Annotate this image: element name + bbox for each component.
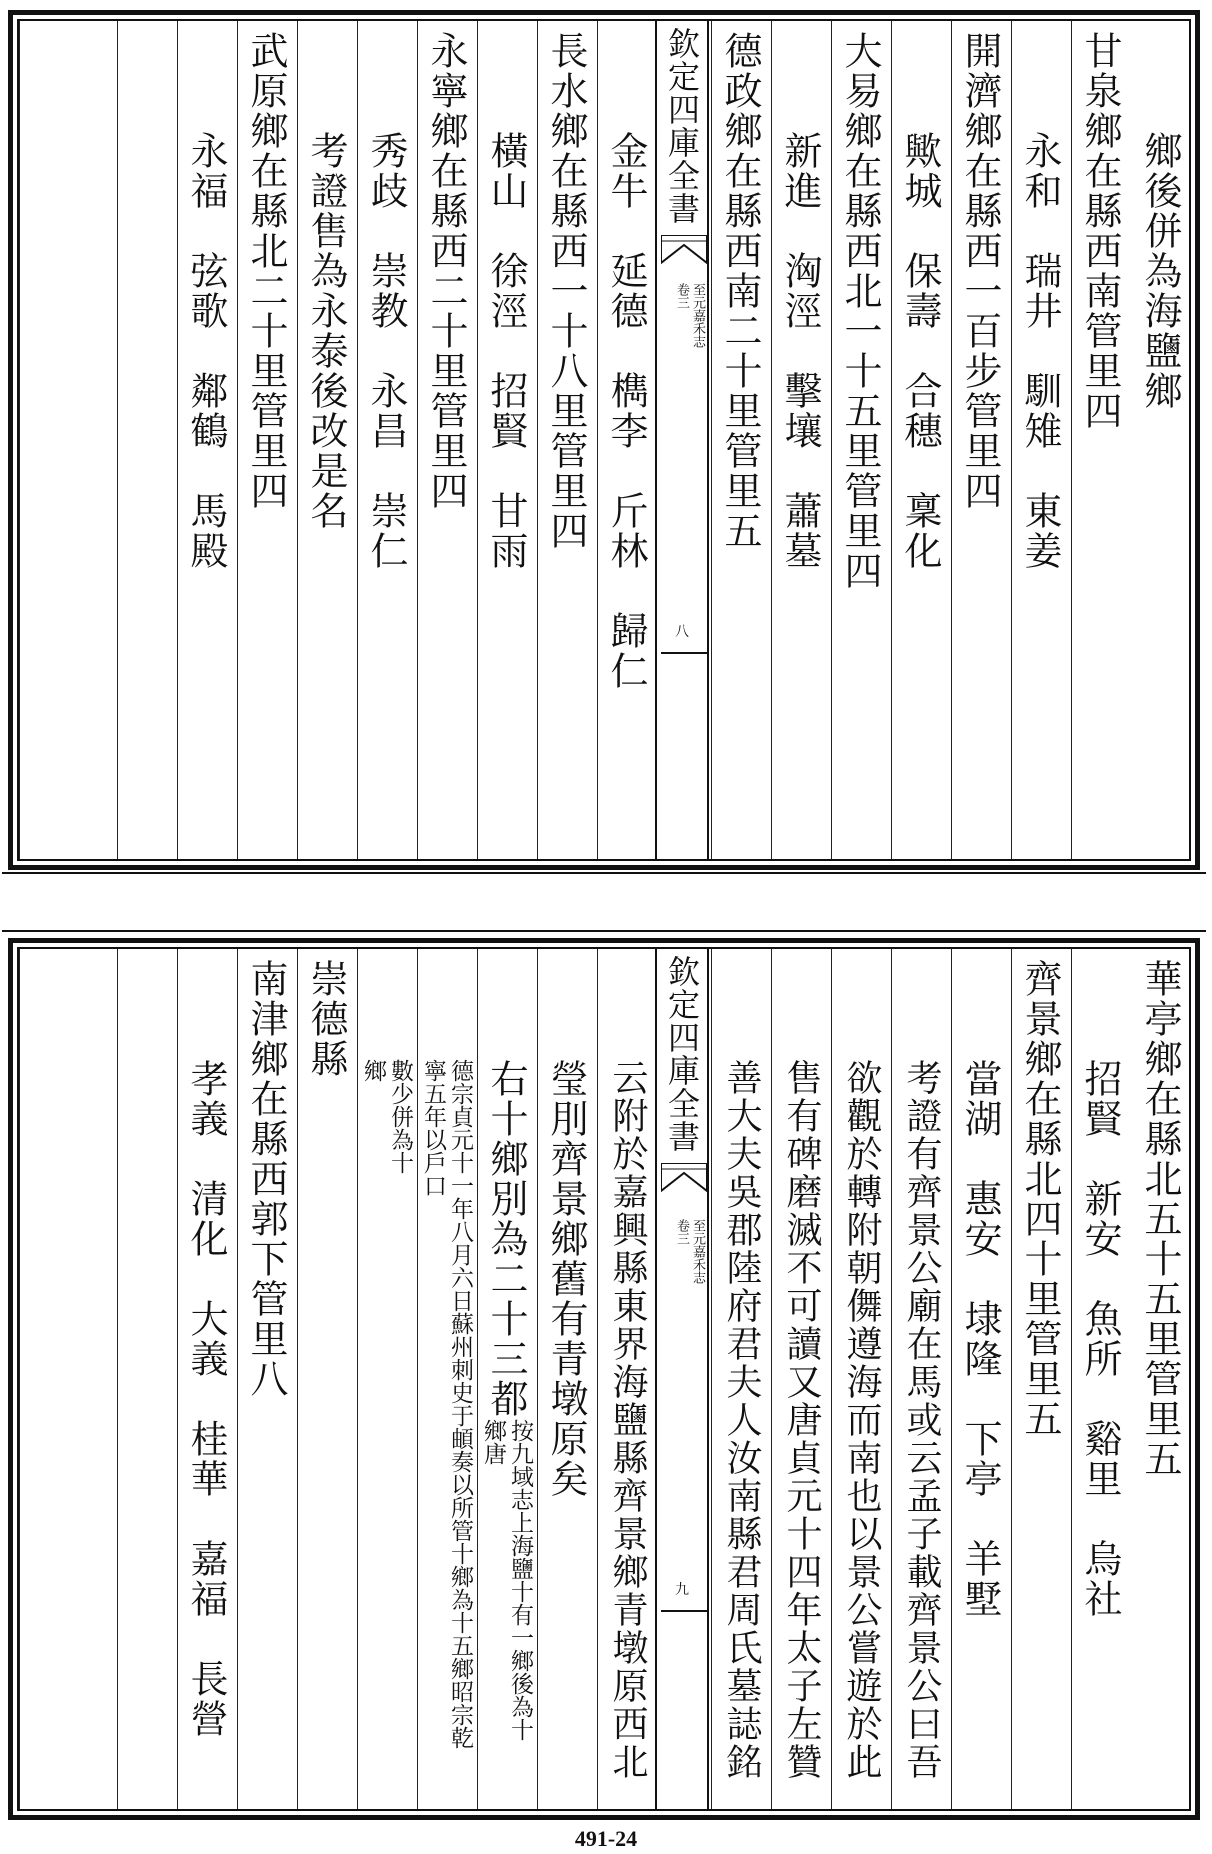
lower-fish-tail-mark [661, 651, 707, 665]
fish-tail-mark [661, 235, 707, 265]
text-column [1011, 21, 1069, 859]
annotation-note: 德宗貞元十一年八月六日蘇州刺史于頔奏以所管十鄉為十五鄉昭宗乾寧五年以戶口 [420, 1059, 473, 1749]
column-text: 考證售為永泰後改是名 [304, 131, 348, 531]
text-column [177, 949, 235, 1809]
text-column [1131, 949, 1189, 1809]
text-column [477, 949, 535, 1809]
column-text: 孝義 清化 大義 桂華 嘉福 長營 [184, 1059, 228, 1739]
text-column [1071, 21, 1129, 859]
column-text: 金牛 延德 檇李 斤林 歸仁 [604, 131, 648, 691]
text-column [1011, 949, 1069, 1809]
column-text: 云附於嘉興縣東界海鹽縣齊景鄉青墩原西北 [607, 1059, 648, 1781]
column-text: 招賢 新安 魚所 谿里 烏社 [1078, 1059, 1122, 1619]
column-text: 考證有齊景公廟在馬或云孟子載齊景公曰吾 [901, 1059, 942, 1781]
text-column [117, 949, 175, 1809]
text-column [1071, 949, 1129, 1809]
column-text: 右十鄉別為二十三都 [484, 1059, 528, 1419]
column-text: 永和 瑞井 馴雉 東姜 [1018, 131, 1062, 571]
text-column [771, 949, 829, 1809]
column-text: 新進 洶涇 擊壤 蕭墓 [778, 131, 822, 571]
text-column [177, 21, 235, 859]
center-fold-column [655, 949, 709, 1809]
text-column [357, 21, 415, 859]
column-text: 當湖 惠安 埭隆 下亭 羊墅 [958, 1059, 1002, 1619]
text-column [417, 21, 475, 859]
page-number: 491-24 [574, 1826, 638, 1851]
text-column [597, 21, 655, 859]
text-column [417, 949, 475, 1809]
column-text: 華亭鄉在縣北五十五里管里五 [1138, 959, 1182, 1479]
column-text: 歟城 保壽 合穗 稟化 [898, 131, 942, 571]
column-text: 大易鄉在縣西北一十五里管里四 [838, 31, 882, 591]
sheet-edge-line [2, 872, 1206, 874]
text-column [771, 21, 829, 859]
column-text: 永福 弦歌 鄰鶴 馬殿 [184, 131, 228, 571]
upper-page [8, 10, 1200, 870]
center-fold-column [655, 21, 709, 859]
text-column [891, 21, 949, 859]
text-column [711, 21, 769, 859]
annotation-note: 按九域志上海鹽十有一鄉後為十鄉唐 [480, 1419, 533, 1741]
text-column [597, 949, 655, 1809]
folio-number: 八 [675, 624, 689, 640]
column-text: 武原鄉在縣北二十里管里四 [244, 31, 288, 511]
text-column [951, 21, 1009, 859]
column-text: 瑩刖齊景鄉舊有青墩原矣 [544, 1059, 588, 1499]
text-column [831, 949, 889, 1809]
text-column [951, 949, 1009, 1809]
text-column [19, 21, 115, 859]
column-text: 永寧鄉在縣西二十里管里四 [424, 31, 468, 511]
column-text: 善大夫吳郡陸府君夫人汝南縣君周氏墓誌銘 [721, 1059, 762, 1781]
fish-tail-mark [661, 1163, 707, 1193]
lower-fish-tail-mark [661, 1609, 707, 1623]
column-text: 鄉後併為海鹽鄉 [1138, 131, 1182, 411]
center-title: 欽定四庫全書 [663, 27, 701, 225]
text-column [537, 949, 595, 1809]
text-column [237, 949, 295, 1809]
inner-frame [17, 947, 1191, 1811]
text-column [1131, 21, 1189, 859]
center-subtitle: 至元嘉禾志 卷三 [674, 283, 705, 361]
column-text: 秀歧 崇教 永昌 崇仁 [364, 131, 408, 571]
column-text: 德政鄉在縣西南二十里管里五 [718, 31, 762, 551]
folio-number: 九 [675, 1582, 689, 1598]
text-column [891, 949, 949, 1809]
text-column [19, 949, 115, 1809]
column-text: 甘泉鄉在縣西南管里四 [1078, 31, 1122, 431]
inner-frame [17, 19, 1191, 861]
column-text: 售有碑磨滅不可讀又唐貞元十四年太子左贊 [781, 1059, 822, 1781]
text-column [117, 21, 175, 859]
column-text: 橫山 徐涇 招賢 甘雨 [484, 131, 528, 571]
column-text: 齊景鄉在縣北四十里管里五 [1018, 959, 1062, 1439]
text-column [237, 21, 295, 859]
column-text: 長水鄉在縣西一十八里管里四 [544, 31, 588, 551]
text-column [537, 21, 595, 859]
text-column [477, 21, 535, 859]
text-column [711, 949, 769, 1809]
column-text: 崇德縣 [304, 959, 348, 1079]
column-text: 開濟鄉在縣西一百步管里四 [958, 31, 1002, 511]
text-column [357, 949, 415, 1809]
text-column [297, 949, 355, 1809]
column-text: 欲觀於轉附朝儛遵海而南也以景公嘗遊於此 [841, 1059, 882, 1781]
annotation-note: 數少併為十鄉 [360, 1059, 413, 1174]
sheet-edge-line [2, 930, 1206, 932]
column-text: 南津鄉在縣西郭下管里八 [244, 959, 288, 1399]
text-column [831, 21, 889, 859]
center-subtitle: 至元嘉禾志 卷三 [674, 1219, 705, 1297]
text-column [297, 21, 355, 859]
lower-page [8, 938, 1200, 1820]
center-title: 欽定四庫全書 [663, 955, 701, 1153]
